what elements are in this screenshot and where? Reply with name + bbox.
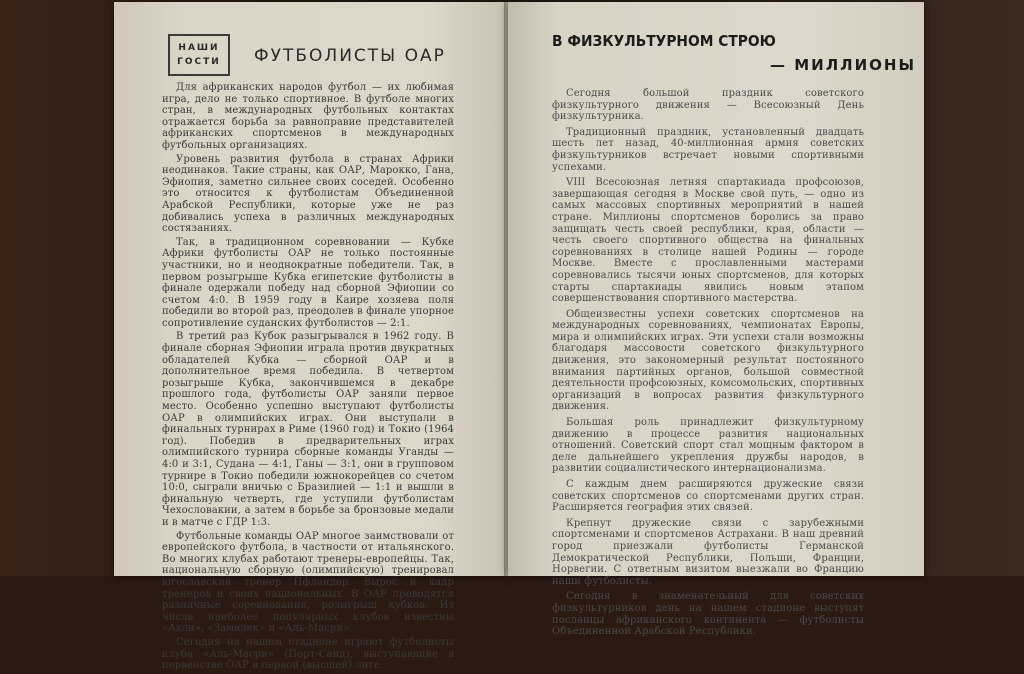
- section-tag-line1: НАШИ: [178, 43, 220, 53]
- left-page-title: ФУТБОЛИСТЫ ОАР: [254, 46, 446, 66]
- right-article: [552, 88, 864, 640]
- open-booklet: [100, 2, 930, 672]
- left-paragraph: Для африканских народов футбол — их любимая игра, дело не только спортивное. В футболе многих стран, в международных футбольных контактах отражается борьба за равноправие представителей африканских спортсменов в международных футбольных организациях.: [162, 82, 454, 151]
- right-paragraph: VIII Всесоюзная летняя спартакиада профсоюзов, завершающая сегодня в Москве свой путь, — одно из самых массовых спортивных мероприятий в нашей стране. Миллионы спортсменов боролись за право защищать честь своей республики, края, области — честь своего спортивного общества на финальных соревнованиях в столице нашей Родины — городе Москве. Вместе с прославленными мастерами соревновались тысячи юных спортсменов, для которых старты спартакиады явились новым этапом совершенствования спортивного мастерства.: [552, 177, 864, 305]
- right-page: [508, 2, 924, 638]
- left-article: [162, 82, 454, 674]
- right-paragraph: Крепнут дружеские связи с зарубежными спортсменами и спортсменов Астрахани. В наш древний город приезжали футболисты Германской Демократической Республики, Польши, Франции, Норвегии. С ответным визитом выезжали во Францию наши футболисты.: [552, 517, 864, 587]
- left-paragraph: Сегодня на нашем стадионе играют футболисты клуба «Аль-Масри» (Порт-Саид), выступающие в первенстве ОАР в первой (высшей) лиге.: [162, 636, 454, 672]
- section-tag-box: [168, 34, 230, 76]
- right-paragraph: Общеизвестны успехи советских спортсменов на международных соревнованиях, чемпионатах Европы, мира и олимпийских играх. Эти успехи стали возможны благодаря массовости советского физкультурного движения, это закономерный результат постоянного внимания партийных органов, большой совместной деятельности профсоюзных, комсомольских, спортивных организаций в вопросах развития физкультурного движения.: [552, 308, 864, 413]
- left-paragraph: Так, в традиционном соревновании — Кубке Африки футболисты ОАР не только постоянные участники, но и неоднократные победители. Так, в первом розыгрыше Кубка египетские футболисты в финале одержали победу над сборной Эфиопии со счетом 4:0. В 1959 году в Каире хозяева поля победили во второй раз, преодолев в финале упорное сопротивление суданских футболистов — 2:1.: [162, 236, 454, 329]
- right-paragraph: Большая роль принадлежит физкультурному движению в процессе развития национальных отношений. Советский спорт стал мощным фактором в деле дальнейшего укрепления дружбы народов, в развитии социалистического интернационализма.: [552, 417, 864, 475]
- left-page: [114, 2, 506, 672]
- right-paragraph: Сегодня в знаменательный для советских физкультурников день на нашем стадионе выступят посланцы африканского континента — футболисты Объединенной Арабской Республики.: [552, 591, 864, 638]
- right-page-title-line2: — МИЛЛИОНЫ: [770, 56, 917, 74]
- section-tag-line2: ГОСТИ: [177, 57, 221, 67]
- left-paragraph: В третий раз Кубок разыгрывался в 1962 году. В финале сборная Эфиопии играла против двукратных обладателей Кубка — сборной ОАР и в дополнительное время победила. В четвертом розыгрыше Кубка, закончившемся в декабре прошлого года, футболисты ОАР заняли первое место. Особенно успешно выступают футболисты ОАР в олимпийских играх. Они выступали в финальных турнирах в Риме (1960 год) и Токио (1964 год). Победив в предварительных играх олимпийского турнира сборные команды Уганды — 4:0 и 3:1, Судана — 4:1, Ганы — 3:1, они в групповом турнире в Токио победили южнокорейцев со счетом 10:0, сыграли вничью с Бразилией — 1:1 и вышли в финальную четверть, где уступили футболистам Чехословакии, а затем в борьбе за бронзовые медали и в матче с ГДР 1:3.: [162, 331, 454, 528]
- right-paragraph: Традиционный праздник, установленный двадцать шесть лет назад, 40-миллионная армия советских физкультурников встречает новыми спортивными успехами.: [552, 126, 864, 173]
- right-paragraph: Сегодня большой праздник советского физкультурного движения — Всесоюзный День физкультурника.: [552, 88, 864, 123]
- left-paragraph: Футбольные команды ОАР многое заимствовали от европейского футбола, в частности от итальянского. Во многих клубах работают тренеры-европейцы. Так, национальную сборную (олимпийскую) тренировал югославский тренер Пфландер. Вырос и кадр тренеров и своих национальных. В ОАР проводятся различные соревнования, розыгрыш кубков. Из числа наиболее популярных клубов известны «Ахли», «Замалек» и «Аль-Масри».: [162, 530, 454, 635]
- right-page-title-line1: В ФИЗКУЛЬТУРНОМ СТРОЮ: [552, 32, 776, 50]
- right-paragraph: С каждым днем расширяются дружеские связи советских спортсменов со спортсменами других стран. Расширяется география этих связей.: [552, 479, 864, 514]
- left-paragraph: Уровень развития футбола в странах Африки неодинаков. Такие страны, как ОАР, Марокко, Гана, Эфиопия, заметно сильнее своих соседей. Особенно это относится к футболистам Объединенной Арабской Республики, которые уже не раз добивались успеха в различных международных состязаниях.: [162, 153, 454, 235]
